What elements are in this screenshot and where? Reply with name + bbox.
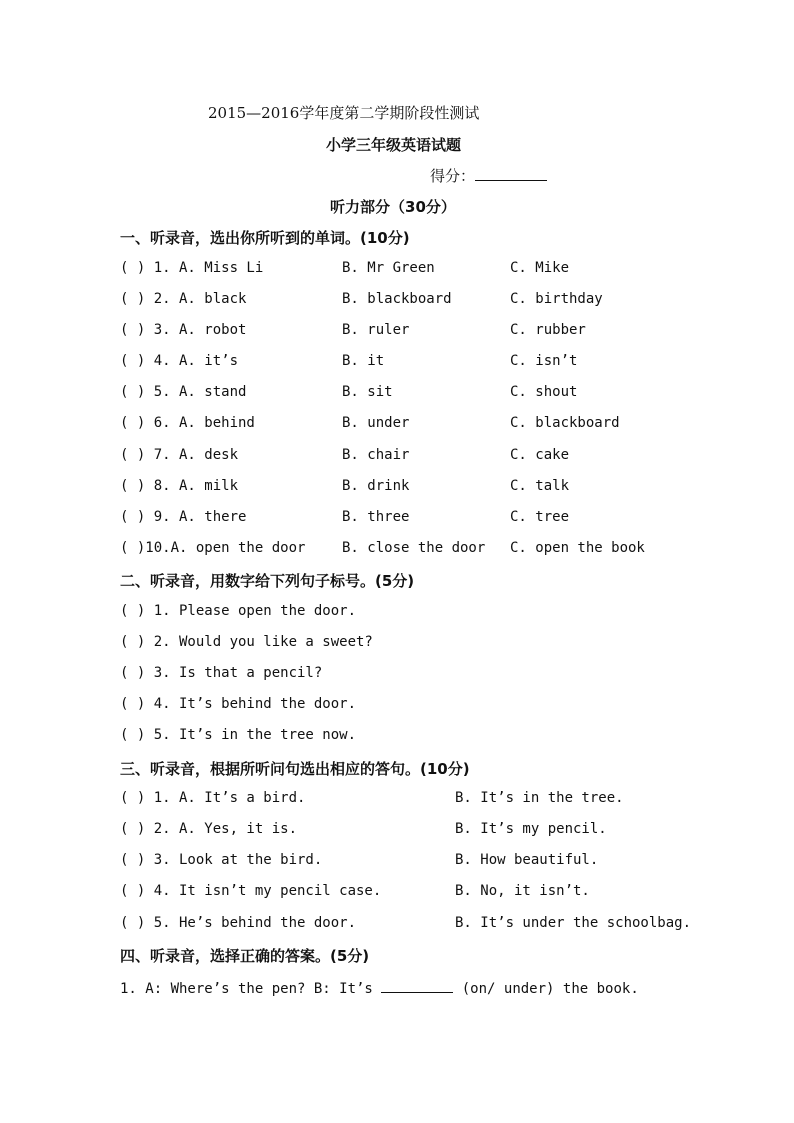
q1-item-3-option-b: B. ruler bbox=[342, 322, 410, 338]
q1-item-10-option-a: ( )10.A. open the door bbox=[120, 540, 306, 556]
score-field bbox=[430, 165, 547, 186]
q1-item-3-option-a: ( ) 3. A. robot bbox=[120, 322, 247, 338]
q1-item-5-option-a: ( ) 5. A. stand bbox=[120, 384, 247, 400]
q2-item-3: ( ) 3. Is that a pencil? bbox=[120, 665, 323, 681]
q1-item-3-option-c: C. rubber bbox=[510, 322, 586, 338]
q1-item-7-option-c: C. cake bbox=[510, 447, 570, 463]
q1-item-5-option-b: B. sit bbox=[342, 384, 393, 400]
q1-item-2-option-c: C. birthday bbox=[510, 291, 603, 307]
q1-item-1-option-c: C. Mike bbox=[510, 260, 570, 276]
q3-item-4-option-a: ( ) 4. It isn’t my pencil case. bbox=[120, 883, 382, 899]
section-4-item-1 bbox=[120, 978, 639, 997]
q3-item-5-option-b: B. It’s under the schoolbag. bbox=[455, 915, 692, 931]
q2-item-1: ( ) 1. Please open the door. bbox=[120, 603, 357, 619]
q1-item-8-option-a: ( ) 8. A. milk bbox=[120, 478, 239, 494]
exam-subject-title: 小学三年级英语试题 bbox=[326, 136, 462, 154]
q1-item-2-option-a: ( ) 2. A. black bbox=[120, 291, 247, 307]
q3-item-5-option-a: ( ) 5. He’s behind the door. bbox=[120, 915, 357, 931]
section-3-title: 三、听录音，根据所听问句选出相应的答句。(10分) bbox=[120, 760, 470, 778]
q2-item-5: ( ) 5. It’s in the tree now. bbox=[120, 727, 357, 743]
q3-item-3-option-a: ( ) 3. Look at the bird. bbox=[120, 852, 323, 868]
q3-item-3-option-b: B. How beautiful. bbox=[455, 852, 599, 868]
q3-item-1-option-b: B. It’s in the tree. bbox=[455, 790, 624, 806]
q1-item-4-option-a: ( ) 4. A. it’s bbox=[120, 353, 239, 369]
q3-item-1-option-a: ( ) 1. A. It’s a bird. bbox=[120, 790, 306, 806]
q1-item-6-option-a: ( ) 6. A. behind bbox=[120, 415, 255, 431]
q1-item-9-option-a: ( ) 9. A. there bbox=[120, 509, 247, 525]
q1-item-4-option-b: B. it bbox=[342, 353, 385, 369]
q2-item-4: ( ) 4. It’s behind the door. bbox=[120, 696, 357, 712]
q1-item-8-option-b: B. drink bbox=[342, 478, 410, 494]
q1-item-9-option-c: C. tree bbox=[510, 509, 570, 525]
item-1-question: 1. A: Where’s the pen? B: It’s bbox=[120, 981, 373, 997]
q1-item-6-option-b: B. under bbox=[342, 415, 410, 431]
section-4-title: 四、听录音，选择正确的答案。(5分) bbox=[120, 947, 370, 965]
q1-item-5-option-c: C. shout bbox=[510, 384, 578, 400]
item-1-options: (on/ under) the book. bbox=[461, 981, 639, 997]
q1-item-6-option-c: C. blackboard bbox=[510, 415, 620, 431]
q3-item-4-option-b: B. No, it isn’t. bbox=[455, 883, 590, 899]
score-blank[interactable] bbox=[475, 166, 547, 181]
q1-item-8-option-c: C. talk bbox=[510, 478, 570, 494]
answer-blank[interactable] bbox=[381, 978, 453, 993]
section-2-title: 二、听录音，用数字给下列句子标号。(5分) bbox=[120, 572, 415, 590]
q1-item-2-option-b: B. blackboard bbox=[342, 291, 452, 307]
exam-year-title: 2015—2016学年度第二学期阶段性测试 bbox=[208, 104, 480, 122]
listening-part-heading: 听力部分（30分） bbox=[330, 198, 456, 216]
q1-item-4-option-c: C. isn’t bbox=[510, 353, 578, 369]
score-label: 得分： bbox=[430, 167, 476, 185]
q3-item-2-option-b: B. It’s my pencil. bbox=[455, 821, 607, 837]
section-1-title: 一、听录音，选出你所听到的单词。(10分) bbox=[120, 229, 410, 247]
q1-item-7-option-b: B. chair bbox=[342, 447, 410, 463]
q1-item-1-option-b: B. Mr Green bbox=[342, 260, 435, 276]
q1-item-10-option-b: B. close the door bbox=[342, 540, 486, 556]
q1-item-1-option-a: ( ) 1. A. Miss Li bbox=[120, 260, 264, 276]
q1-item-10-option-c: C. open the book bbox=[510, 540, 645, 556]
q2-item-2: ( ) 2. Would you like a sweet? bbox=[120, 634, 373, 650]
q1-item-7-option-a: ( ) 7. A. desk bbox=[120, 447, 239, 463]
q3-item-2-option-a: ( ) 2. A. Yes, it is. bbox=[120, 821, 298, 837]
q1-item-9-option-b: B. three bbox=[342, 509, 410, 525]
